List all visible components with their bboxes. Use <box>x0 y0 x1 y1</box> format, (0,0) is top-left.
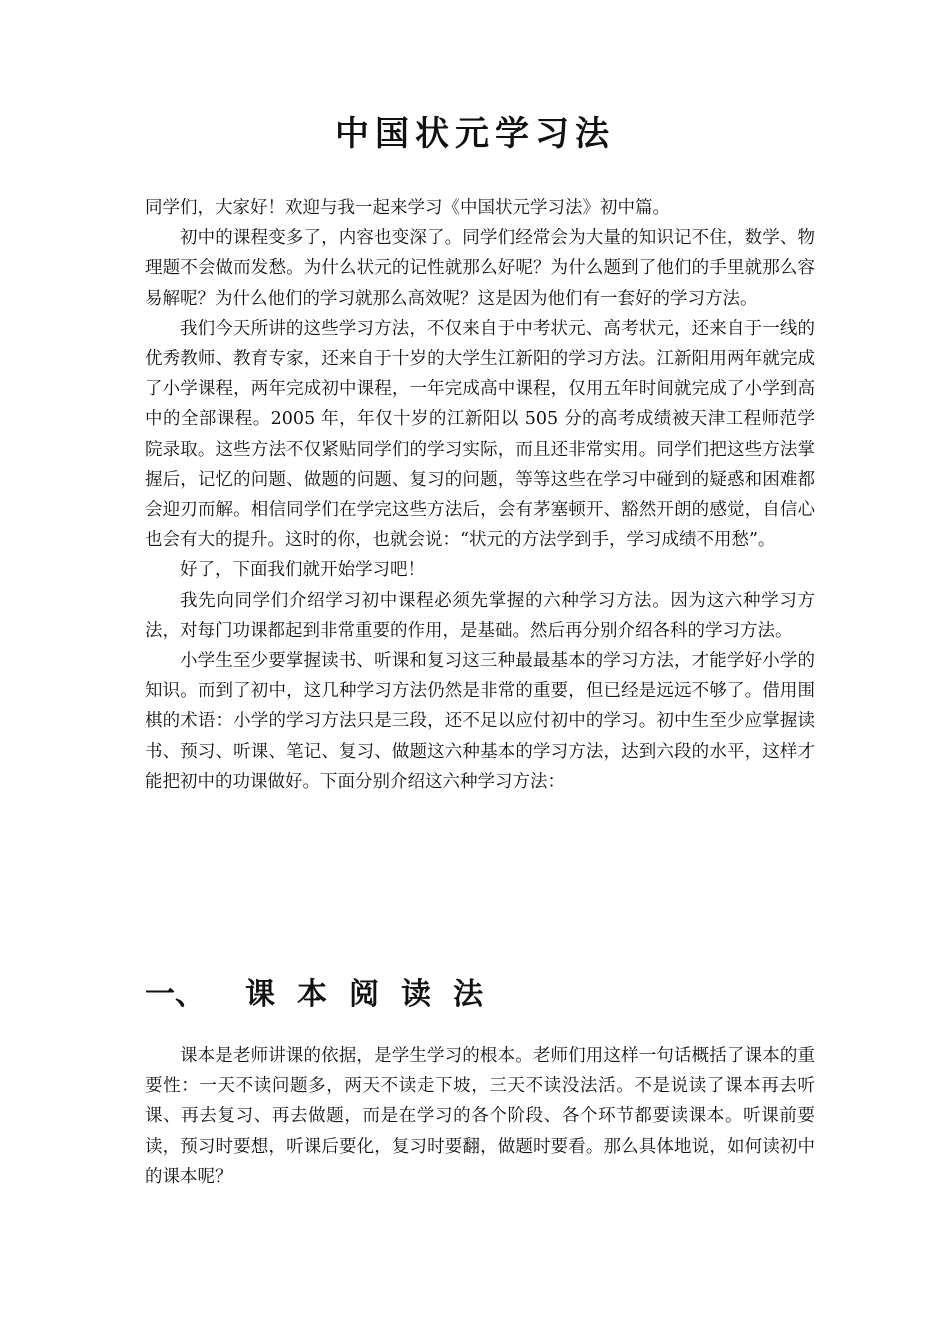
paragraph-primary-vs-junior: 小学生至少要掌握读书、听课和复习这三种最最基本的学习方法，才能学好小学的知识。而到了初中，这几种学习方法仍然是非常的重要，但已经是远远不够了。借用围棋的术语：小学的学习方法只是三段，还不足以应付初中的学习。初中生至少应掌握读书、预习、听课、笔记、复习、做题这六种基本的学习方法，达到六段的水平，这样才能把初中的功课做好。下面分别介绍这六种学习方法： <box>145 651 815 792</box>
paragraph-methods-origin: 我们今天所讲的这些学习方法，不仅来自于中考状元、高考状元，还来自于一线的优秀教师、教育专家，还来自于十岁的大学生江新阳的学习方法。江新阳用两年就完成了小学课程，两年完成初中课程，一年完成高中课程，仅用五年时间就完成了小学到高中的全部课程。2005 年，年仅十岁的江新阳以 505 分的高考成绩被天津工程师范学院录取。这些方法不仅紧贴同学们的学习实际，而且还非常实用。同学们把这些方法掌握后，记忆的问题、做题的问题、复习的问题，等等这些在学习中碰到的疑惑和困难都会迎刃而解。相信同学们在学完这些方法后，会有茅塞顿开、豁然开朗的感觉，自信心也会有大的提升。这时的你，也就会说：“状元的方法学到手，学习成绩不用愁”。 <box>145 318 815 551</box>
section-heading-text: 课本阅读法 <box>245 977 505 1012</box>
paragraph-start: 好了，下面我们就开始学习吧！ <box>180 560 425 581</box>
document-title: 中国状元学习法 <box>335 114 615 154</box>
section-textbook-reading-body <box>145 1041 815 1192</box>
section-heading-textbook-reading <box>145 972 815 1018</box>
intro-section <box>145 193 815 797</box>
section-number: 一、 <box>145 977 205 1012</box>
paragraph-junior-courses: 初中的课程变多了，内容也变深了。同学们经常会为大量的知识记不住，数学、物理题不会做而发愁。为什么状元的记性就那么好呢？为什么题到了他们的手里就那么容易解呢？为什么他们的学习就那么高效呢？这是因为他们有一套好的学习方法。 <box>145 228 815 309</box>
paragraph-greeting: 同学们，大家好！欢迎与我一起来学习《中国状元学习法》初中篇。 <box>145 198 670 218</box>
paragraph-six-methods: 我先向同学们介绍学习初中课程必须先掌握的六种学习方法。因为这六种学习方法，对每门功课都起到非常重要的作用，是基础。然后再分别介绍各科的学习方法。 <box>145 590 815 641</box>
paragraph-textbook-importance: 课本是老师讲课的依据，是学生学习的根本。老师们用这样一句话概括了课本的重要性：一天不读问题多，两天不读走下坡，三天不读没法活。不是说读了课本再去听课、再去复习、再去做题，而是在学习的各个阶段、各个环节都要读课本。听课前要读，预习时要想，听课后要化，复习时要翻，做题时要看。那么具体地说，如何读初中的课本呢？ <box>145 1046 815 1187</box>
